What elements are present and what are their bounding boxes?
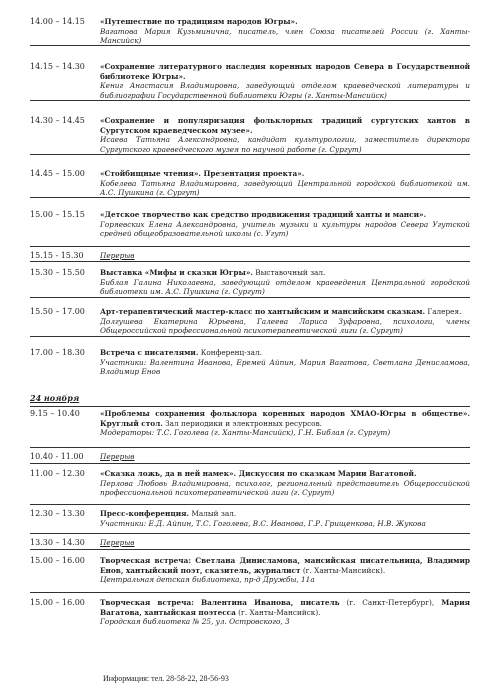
entry-description: Модераторы: Т.С. Гоголева (г. Ханты-Мансийск), Г.Н. Библая (г. Сургут) [100,428,391,438]
break-label: Перерыв [100,251,135,260]
entry-content [100,469,470,498]
schedule-entry [30,268,470,298]
schedule-entry [30,169,470,198]
entry-content [100,452,470,462]
entry-title: «Стойбищные чтения». Презентация проекта». [100,169,305,178]
entry-description: Вагатова Мария Кузьминична, писатель, член Союза писателей России (г. Ханты-Мансийск) [100,26,470,46]
entry-time: 15.50 – 17.00 [30,307,85,316]
entry-title: «Сказка ложь, да в ней намек». Дискуссия по сказкам Марии Вагатовой. [100,469,417,478]
entry-title: «Сохранение и популяризация фольклорных традиций сургутских хантов в Сургутском краеведческом музее». [100,116,470,135]
schedule-entry [30,556,470,593]
entry-title: «Детское творчество как средство продвижения традиций ханты и манси». [100,210,427,219]
entry-content [100,251,470,261]
schedule-entry [30,348,470,377]
entry-description: Перлова Любовь Владимировна, психолог, региональный представитель Общероссийской профессиональной психотерапевтической лиги (г. Сургут) [100,478,470,498]
entry-content [100,509,470,528]
entry-location: (г. Ханты-Мансийск). [300,565,386,575]
entry-content [100,556,470,585]
entry-title: Творческая встреча: Валентина Иванова, писатель [100,598,340,607]
entry-time: 15.00 – 16.00 [30,598,85,607]
entry-time: 14.45 – 15.00 [30,169,85,178]
entry-description: Участники: Е.Д. Айпин, Т.С. Гоголева, В.С. Иванова, Г.Р. Грищенкова, Н.В. Жукова [100,518,426,528]
entry-content [100,62,470,101]
entry-time: 15.00 – 16.00 [30,556,85,565]
entry-description: Участники: Валентина Иванова, Еремей Айпин, Мария Вагатова, Светлана Денисламова, Владимир Енов [100,357,470,377]
entry-time: 9.15 – 10.40 [30,409,80,418]
entry-content [100,348,470,377]
break-label: Перерыв [100,452,135,461]
entry-title: Творческая встреча: Светлана Динисламова, мансийская писательница, Владимир Енов, хантыйский поэт, сказитель, журналист [100,556,470,575]
entry-content [100,116,470,155]
entry-location: Выставочный зал. [252,268,326,277]
entry-place: Городская библиотека № 25, ул. Островского, 3 [100,617,290,627]
schedule-entry-break [30,452,470,464]
entry-content [100,169,470,198]
schedule-entry [30,307,470,337]
entry-title: Выставка «Мифы и сказки Югры». [100,268,253,277]
entry-title: «Проблемы сохранения фольклора коренных народов ХМАО-Югры в обществе». Круглый стол. [100,409,470,428]
entry-title: Пресс-конференция. [100,509,190,518]
entry-title: «Сохранение литературного наследия коренных народов Севера в Государственной библиотеке Югры». [100,62,470,81]
entry-content [100,538,470,548]
entry-time: 14.30 – 14.45 [30,116,85,125]
schedule-entry [30,409,470,448]
entry-title: Встреча с писателями. [100,348,199,357]
schedule-entry [30,598,470,632]
schedule-entry [30,62,470,101]
entry-description: Библая Галина Николаевна, заведующий отделом краеведения Центральной городской библиотеки им. А.С. Пушкина (г. Сургут) [100,277,470,297]
schedule-entry [30,17,470,46]
schedule-entry-break [30,538,470,550]
entry-time: 11.00 – 12.30 [30,469,85,478]
schedule-entry [30,210,470,247]
schedule-entry [30,509,470,534]
entry-content [100,409,470,438]
break-label: Перерыв [100,538,135,547]
schedule-entry [30,469,470,505]
entry-location: Зал периодики и электронных ресурсов. [162,418,322,428]
entry-time: 13.30 – 14.30 [30,538,85,547]
entry-description: Горяевских Елена Александровна, учитель музыки и культуры народов Севера Угутской средней общеобразовательной школы (с. Угут) [100,219,470,239]
entry-description: Кениг Анастасия Владимировна, заведующий отделом краеведческой литературы и библиографии Государственной библиотеки Югры (г. Ханты-Мансийск) [100,81,470,101]
entry-location-continued: (г. Ханты-Мансийск). [235,607,321,617]
entry-title: «Путешествие по традициям народов Югры». [100,17,298,26]
entry-location: Малый зал. [189,509,237,518]
entry-location: Конференц-зал. [198,348,262,357]
entry-description: Долгушева Екатерина Юрьевна, Галеева Лариса Зуфаровна, психологи, члены Общероссийской профессиональной психотерапевтической лиги (г. Сургут) [100,316,470,336]
entry-title-continued: Мария Вагатова, хантыйская поэтесса [100,598,471,617]
entry-time: 14.15 – 14.30 [30,62,85,71]
entry-time: 15.15 - 15.30 [30,251,84,260]
entry-content [100,17,470,46]
entry-content [100,307,470,336]
entry-content [100,268,470,297]
entry-location: (г. Санкт-Петербург), [339,598,435,607]
entry-location: Галерея. [425,307,462,316]
entry-title: Арт-терапевтический мастер-класс по хантыйским и мансийским сказкам. [100,307,426,316]
entry-content [100,598,470,627]
entry-time: 10.40 - 11.00 [30,452,84,461]
entry-time: 15.00 – 15.15 [30,210,85,219]
entry-time: 14.00 – 14.15 [30,17,85,26]
entry-place: Центральная детская библиотека, пр-д Дружбы, 11а [100,575,315,585]
entry-content [100,210,470,239]
entry-description: Исаева Татьяна Александровна, кандидат культурологии, заместитель директора Сургутского краеведческого музея по научной работе (г. Сургут) [100,135,470,155]
entry-time: 12.30 – 13.30 [30,509,85,518]
schedule-entry-break [30,251,470,262]
day-heading: 24 ноября [30,393,470,407]
schedule-entry [30,116,470,155]
entry-description: Кобелева Татьяна Владимировна, заведующий Центральной городской библиотекой им. А.С. Пушкина (г. Сургут) [100,178,470,198]
footer-contact-info: Информация: тел. 28-58-22, 28-56-93 [103,674,229,683]
entry-time: 15.30 – 15.50 [30,268,85,277]
entry-time: 17.00 – 18.30 [30,348,85,357]
